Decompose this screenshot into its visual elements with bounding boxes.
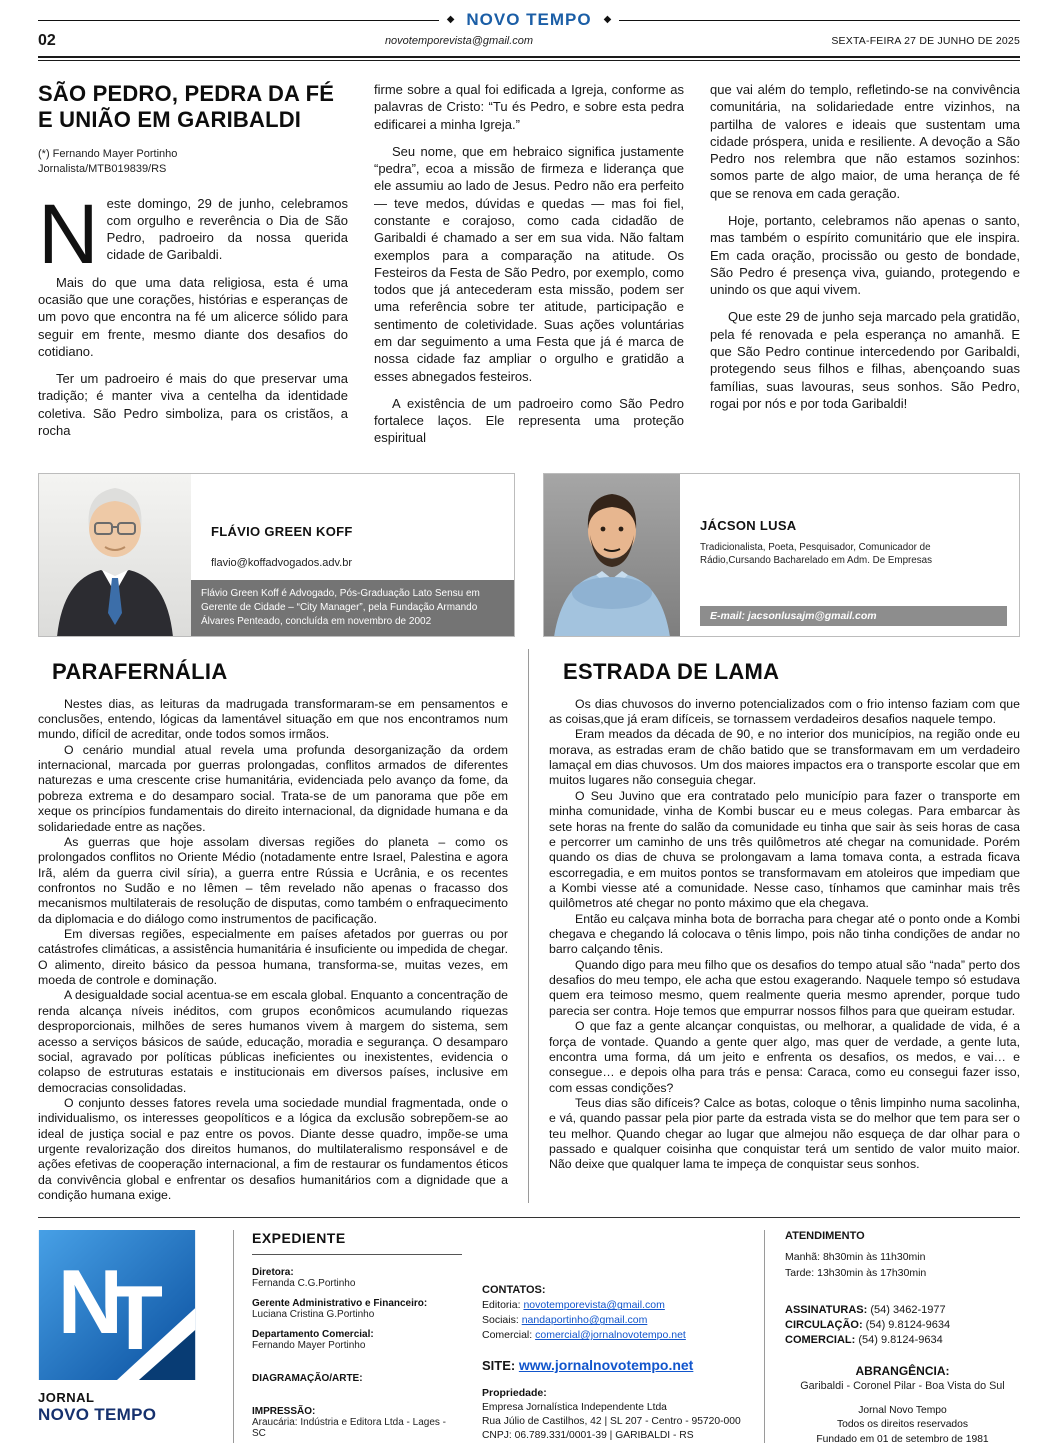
drop-cap: N [38, 186, 99, 281]
main-article-col1 [38, 81, 348, 457]
main-article-col2 [374, 81, 684, 457]
diagramacao-label: DIAGRAMAÇÃO/ARTE: [252, 1373, 363, 1385]
masthead-rule-left [38, 20, 439, 21]
phone-row [785, 1304, 1020, 1316]
propriedade-line: Rua Júlio de Castilhos, 42 | SL 207 - Centro - 95720-000 [482, 1415, 741, 1427]
jacson-info [680, 474, 1019, 636]
masthead-title: NOVO TEMPO [466, 10, 592, 29]
edition-date: SEXTA-FEIRA 27 DE JUNHO DE 2025 [831, 35, 1020, 47]
site-label: SITE: [482, 1358, 516, 1374]
columnist-card-flavio [38, 473, 515, 637]
header-divider [38, 56, 1020, 61]
rights-line: Fundado em 01 de setembro de 1981 [816, 1433, 989, 1443]
paragraph: Em diversas regiões, especialmente em países afetados por guerras ou por catástrofes climáticas, a assistência humanitária é insuficiente ou impedida de chegar. O alimento, direito básico da pessoa humana, transforma-se, muitas vezes, em moeda de controle e dominação. [38, 927, 508, 988]
rights-block [785, 1404, 1020, 1443]
paragraph: Ter um padroeiro é mais do que preservar uma tradição; é manter viva a centelha da identidade coletiva. São Pedro simboliza, para os cristãos, a rocha [38, 371, 348, 438]
svg-text:N: N [57, 1252, 124, 1354]
hours-line: Manhã: 8h30min às 11h30min [785, 1251, 926, 1264]
phone-label: ASSINATURAS: [785, 1303, 868, 1316]
page-number: 02 [38, 32, 56, 49]
main-article [38, 81, 1020, 457]
staff-name: Luciana Cristina G.Portinho [252, 1309, 375, 1321]
expediente-title: EXPEDIENTE [252, 1230, 462, 1255]
propriedade-line: Empresa Jornalística Independente Ltda [482, 1402, 667, 1414]
contact-row [482, 1299, 746, 1311]
contact-email-link[interactable]: novotemporevista@gmail.com [523, 1299, 665, 1312]
paragraph: As guerras que hoje assolam diversas regiões do planeta – como os prolongados conflitos no Oriente Médio (notadamente entre Israel, Palestina e agora Irã, além da guerra civil síria), a guerra entre Rússia e Ucrânia, e os recentes confrontos no Sudão e no Iêmen – têm revelado não apenas o fracasso dos mecanismos multilaterais de resolução de disputas, como também o enfraquecimento da diplomacia e do diálogo como instrumentos de pacificação. [38, 834, 508, 926]
article-parafernalia [38, 649, 529, 1204]
paragraph: Quando digo para meu filho que os desafios do tempo atual são “nada” perto dos desafios do meu tempo, ele acha que estou exagerando. Naquele tempo só estudava quem era teimoso mesmo, quem realmente queria mesmo aprender, porque tudo parecia ser contra. Hoje temos que empurrar nossos filhos para que queiram estudar. [549, 957, 1020, 1018]
contact-row [482, 1314, 746, 1326]
masthead-row [38, 10, 1020, 30]
abrangencia-value: Garibaldi - Coronel Pilar - Boa Vista do Sul [800, 1379, 1005, 1392]
paragraph: Que este 29 de junho seja marcado pela gratidão, pela fé renovada e pela esperança no amanhã. E que São Pedro continue intercedendo por Garibaldi, protegendo seus filhos e filhas, abençoando suas famílias, suas lavouras, seus sonhos. São Pedro, rogai por nós e por toda Garibaldi! [710, 309, 1020, 411]
flavio-photo [39, 474, 191, 636]
article-estrada-de-lama [529, 649, 1020, 1204]
impressao-value: Araucária: Indústria e Editora Ltda - Lages - SC [252, 1417, 446, 1440]
article-title: PARAFERNÁLIA [52, 658, 228, 684]
abrangencia-label: ABRANGÊNCIA: [855, 1363, 950, 1378]
columnist-name: FLÁVIO GREEN KOFF [211, 523, 353, 539]
hours-line: Tarde: 13h30min às 17h30min [785, 1267, 927, 1280]
rights-line: Todos os direitos reservados [836, 1419, 969, 1431]
site-link[interactable]: www.jornalnovotempo.net [518, 1357, 694, 1374]
staff-item [252, 1329, 462, 1351]
contact-email-link[interactable]: nandaportinho@gmail.com [521, 1314, 648, 1327]
masthead-rule-right [619, 20, 1020, 21]
diamond-icon: ◆ [446, 14, 455, 25]
staff-item [252, 1267, 462, 1289]
paragraph: firme sobre a qual foi edificada a Igreja, conforme as palavras de Cristo: “Tu és Pedro, e sobre esta pedra edificarei a minha Igreja.” [374, 82, 684, 132]
page-header [38, 10, 1020, 61]
diamond-icon: ◆ [603, 14, 612, 25]
footer-atendimento [764, 1230, 1020, 1443]
paragraph: A existência de um padroeiro como São Pedro fortalece laços. Ele representa uma proteção espiritual [374, 395, 684, 446]
phone-number: (54) 3462-1977 [870, 1303, 946, 1316]
jacson-photo [544, 474, 680, 636]
paragraph: A desigualdade social acentua-se em escala global. Enquanto a concentração de renda alcança níveis inéditos, com grupos econômicos acumulando riquezas desproporcionais, milhões de seres humanos vivem à margem do sistema, sem acesso a serviços básicos de saúde, educação, moradia e segurança. O desamparo social, agravado por políticas públicas ineficientes ou inexistentes, evidencia o colapso de estruturas estatais e institucionais em diversos países, inclusive em democracias consolidadas. [38, 988, 508, 1095]
byline-role: Jornalista/MTB019839/RS [38, 162, 167, 175]
jacson-meta [680, 474, 1019, 567]
paragraph: O Seu Juvino que era contratado pelo município para fazer o transporte em minha comunidade, vinha de Kombi buscar eu e meus colegas. Para embarcar às sete horas na frente do salão da comunidade eu tinha que sair às seis horas de casa e percorrer um caminho de uns três quilômetros até chegar na comunidade. Porém quando os dias de chuva se prolongavam a lama tomava conta, a estrada ficava escorregadia, e em muitos pontos se transformavam em atoleiros que impediam que a Kombi viesse até a comunidade. Nesse caso, tínhamos que caminhar mais três quilômetros até chegar no ponto máximo que ela chegava. [549, 788, 1020, 911]
byline-author: (*) Fernando Mayer Portinho [38, 147, 178, 160]
paragraph: Teus dias são difíceis? Calce as botas, coloque o tênis limpinho numa sacolinha, e vá, quando passar pela pior parte da estrada vista se do melhor que tem para ser o teu melhor. Quando chegar ao lugar que almejou não esqueça de dar olhar para o passado e qualquer coisinha que conquistar terá um sentido de valor muito maior. Não deixe que qualquer lama te impeça de conquistar seus sonhos. [549, 1095, 1020, 1172]
footer-logo-word1: JORNAL [38, 1390, 95, 1406]
phone-row [785, 1334, 1020, 1346]
columnist-cards [38, 473, 1020, 637]
masthead-email: novotemporevista@gmail.com [384, 35, 534, 47]
paragraph: O cenário mundial atual revela uma profunda desorganização da ordem internacional, marcada por guerras prolongadas, conflitos armados de diferentes naturezas e uma crescente crise humanitária, evidenciada pelo avanço da fome, da pobreza extrema e do desamparo social. Trata-se de um panorama que põe em xeque os princípios fundamentais do direito internacional, da dignidade humana e da solidariedade entre as nações. [38, 742, 508, 834]
column-articles [38, 649, 1020, 1204]
columnist-name: JÁCSON LUSA [700, 517, 797, 533]
phone-number: (54) 9.8124-9634 [865, 1318, 951, 1331]
phone-number: (54) 9.8124-9634 [858, 1333, 943, 1346]
site-row [482, 1357, 746, 1373]
contatos-label: CONTATOS: [482, 1284, 546, 1297]
propriedade-line: CNPJ: 06.789.331/0001-39 | GARIBALDI - RS [482, 1429, 694, 1441]
paragraph-text: este domingo, 29 de junho, celebramos com orgulho e reverência o Dia de São Pedro, padroeiro da nossa querida cidade de Garibaldi. [106, 195, 348, 263]
impressao-label: IMPRESSÃO: [252, 1406, 316, 1418]
footer-expediente [234, 1230, 478, 1443]
abrangencia-block [785, 1364, 1020, 1392]
article-title: ESTRADA DE LAMA [563, 658, 780, 684]
columnist-email-box: E-mail: jacsonlusajm@gmail.com [700, 606, 1007, 626]
paragraph: que vai além do templo, refletindo-se na convivência comunitária, na solidariedade entre vizinhos, na partilha de valores e ideais que sustentam uma cidade próspera, unida e resiliente. A devoção a São Pedro nos relembra que não estamos sozinhos: somos parte de algo maior, de uma herança de fé que se renova em cada geração. [710, 82, 1020, 201]
contact-row [482, 1329, 746, 1341]
page-footer [38, 1217, 1020, 1443]
columnist-bio: Tradicionalista, Poeta, Pesquisador, Comunicador de Rádio,Cursando Bacharelado em Adm. De Empresas [700, 541, 932, 566]
contact-label: Comercial: [482, 1329, 533, 1342]
byline [38, 147, 348, 177]
phone-label: COMERCIAL: [785, 1333, 856, 1346]
columnist-bio-box: Flávio Green Koff é Advogado, Pós-Graduação Lato Sensu em Gerente de Cidade – “City Manager”, pela Fundação Armando Álvares Penteado, concluída em novembro de 2002 [191, 580, 514, 635]
header-subrow [38, 32, 1020, 50]
columnist-email: flavio@koffadvogados.adv.br [211, 556, 353, 569]
paragraph: Mais do que uma data religiosa, esta é uma ocasião que une corações, histórias e esperanças de um povo que encontra na fé um alicerce sólido para seguir em frente, mesmo diante dos desafios do cotidiano. [38, 274, 348, 359]
contatos-block [482, 1284, 746, 1341]
atendimento-hours [785, 1250, 1020, 1282]
paragraph: Hoje, portanto, celebramos não apenas o santo, mas também o espírito comunitário que ele inspira. Em cada oração, procissão ou gesto de bondade, São Pedro é presença viva, guiando, protegendo e unindo os que aqui vivem. [710, 212, 1020, 298]
contact-label: Editoria: [482, 1299, 521, 1312]
contact-email-link[interactable]: comercial@jornalnovotempo.net [535, 1329, 686, 1342]
flavio-meta [191, 474, 514, 569]
staff-label: Diretora: [252, 1267, 294, 1279]
atendimento-label: ATENDIMENTO [785, 1230, 865, 1243]
staff-label: Departamento Comercial: [252, 1329, 374, 1341]
paragraph: Os dias chuvosos do inverno potencializados com o frio intenso faziam com que as coisas,que já eram difíceis, se tornassem verdadeiros desafios naquele tempo. [549, 696, 1020, 726]
svg-text:T: T [107, 1268, 163, 1370]
staff-name: Fernando Mayer Portinho [252, 1340, 366, 1352]
paragraph: O que faz a gente alcançar conquistas, ou melhorar, a qualidade de vida, é a força de vontade. Quando a gente quer algo, mas quer de verdade, a gente luta, encontra uma forma, dá um jeito e enfrenta os desafios, os medos, e vai… e consegue… e depois olha para trás e pensa: Caraca, como eu consegui fazer isso, com essas condições? [549, 1019, 1020, 1095]
footer-logo-word2: NOVO TEMPO [38, 1405, 157, 1425]
nt-logo [38, 1230, 196, 1380]
columnist-card-jacson [543, 473, 1020, 637]
staff-name: Fernanda C.G.Portinho [252, 1278, 356, 1290]
phones-block [785, 1304, 1020, 1346]
paragraph: Eram meados da década de 90, e no interior dos municípios, na região onde eu morava, as estradas eram de chão batido que se transformavam em um verdadeiro lamaçal em dias chuvosos. Um dos maiores impactos era o transporte escolar que em muitos lugares não conseguia chegar. [549, 727, 1020, 788]
paragraph: Então eu calçava minha bota de borracha para chegar até o ponto onde a Kombi chegava e chegando lá colocava o tênis limpo, pois não tinha condições de andar no barro calçando tênis. [549, 911, 1020, 957]
footer-logo-column [38, 1230, 234, 1443]
propriedade-block [482, 1387, 746, 1442]
staff-label: Gerente Administrativo e Financeiro: [252, 1298, 428, 1310]
staff-item [252, 1298, 462, 1320]
contact-label: Sociais: [482, 1314, 519, 1327]
flavio-info [191, 474, 514, 636]
paragraph: Seu nome, que em hebraico significa justamente “pedra”, ecoa a missão de firmeza e liderança que ele assumiu ao lado de Jesus. Pedro não era perfeito — teve medos, dúvidas e quedas — mas foi fiel, constante e corajoso, como cada cidadão de Garibaldi é chamado a ser em sua vida. Não faltam exemplos para a comparação na atitude. Os Festeiros da Festa de São Pedro, por exemplo, como todos que já antecederam esta missão, podem ser uma referência sobre ter atitude, participação e sentimento de coletividade. Suas ações voluntárias em dar seguimento a uma Festa que já é marca de nossa cidade faz ampliar o orgulho e gratidão a esses abnegados festeiros. [374, 143, 684, 384]
rights-line: Jornal Novo Tempo [858, 1404, 947, 1416]
phone-label: CIRCULAÇÃO: [785, 1318, 863, 1331]
paragraph: Nestes dias, as leituras da madrugada transformaram-se em pensamentos e conclusões, entendo, lógicas da lamentável situação em que nos encontramos num mundo, difícil de acreditar, onde todos somos irmãos. [38, 696, 508, 742]
main-article-col3 [710, 81, 1020, 457]
phone-row [785, 1319, 1020, 1331]
paragraph [38, 186, 348, 281]
footer-contatos [478, 1230, 764, 1443]
propriedade-label: Propriedade: [482, 1387, 547, 1400]
main-article-title: SÃO PEDRO, PEDRA DA FÉ E UNIÃO EM GARIBALDI [38, 81, 335, 132]
paragraph: O conjunto desses fatores revela uma sociedade mundial fragmentada, onde o individualismo, os interesses geopolíticos e a lógica da exclusão sobrepõem-se ao ideal de justiça social e paz entre os povos. Diante desse quadro, impõe-se uma urgente revalorização dos direitos humanos, do multilateralismo responsável e de ações efetivas de cooperação internacional, a fim de restaurar os fundamentos éticos da convivência global e enfrentar os desafios humanitários com a dignidade que a condição humana exige. [38, 1095, 508, 1203]
